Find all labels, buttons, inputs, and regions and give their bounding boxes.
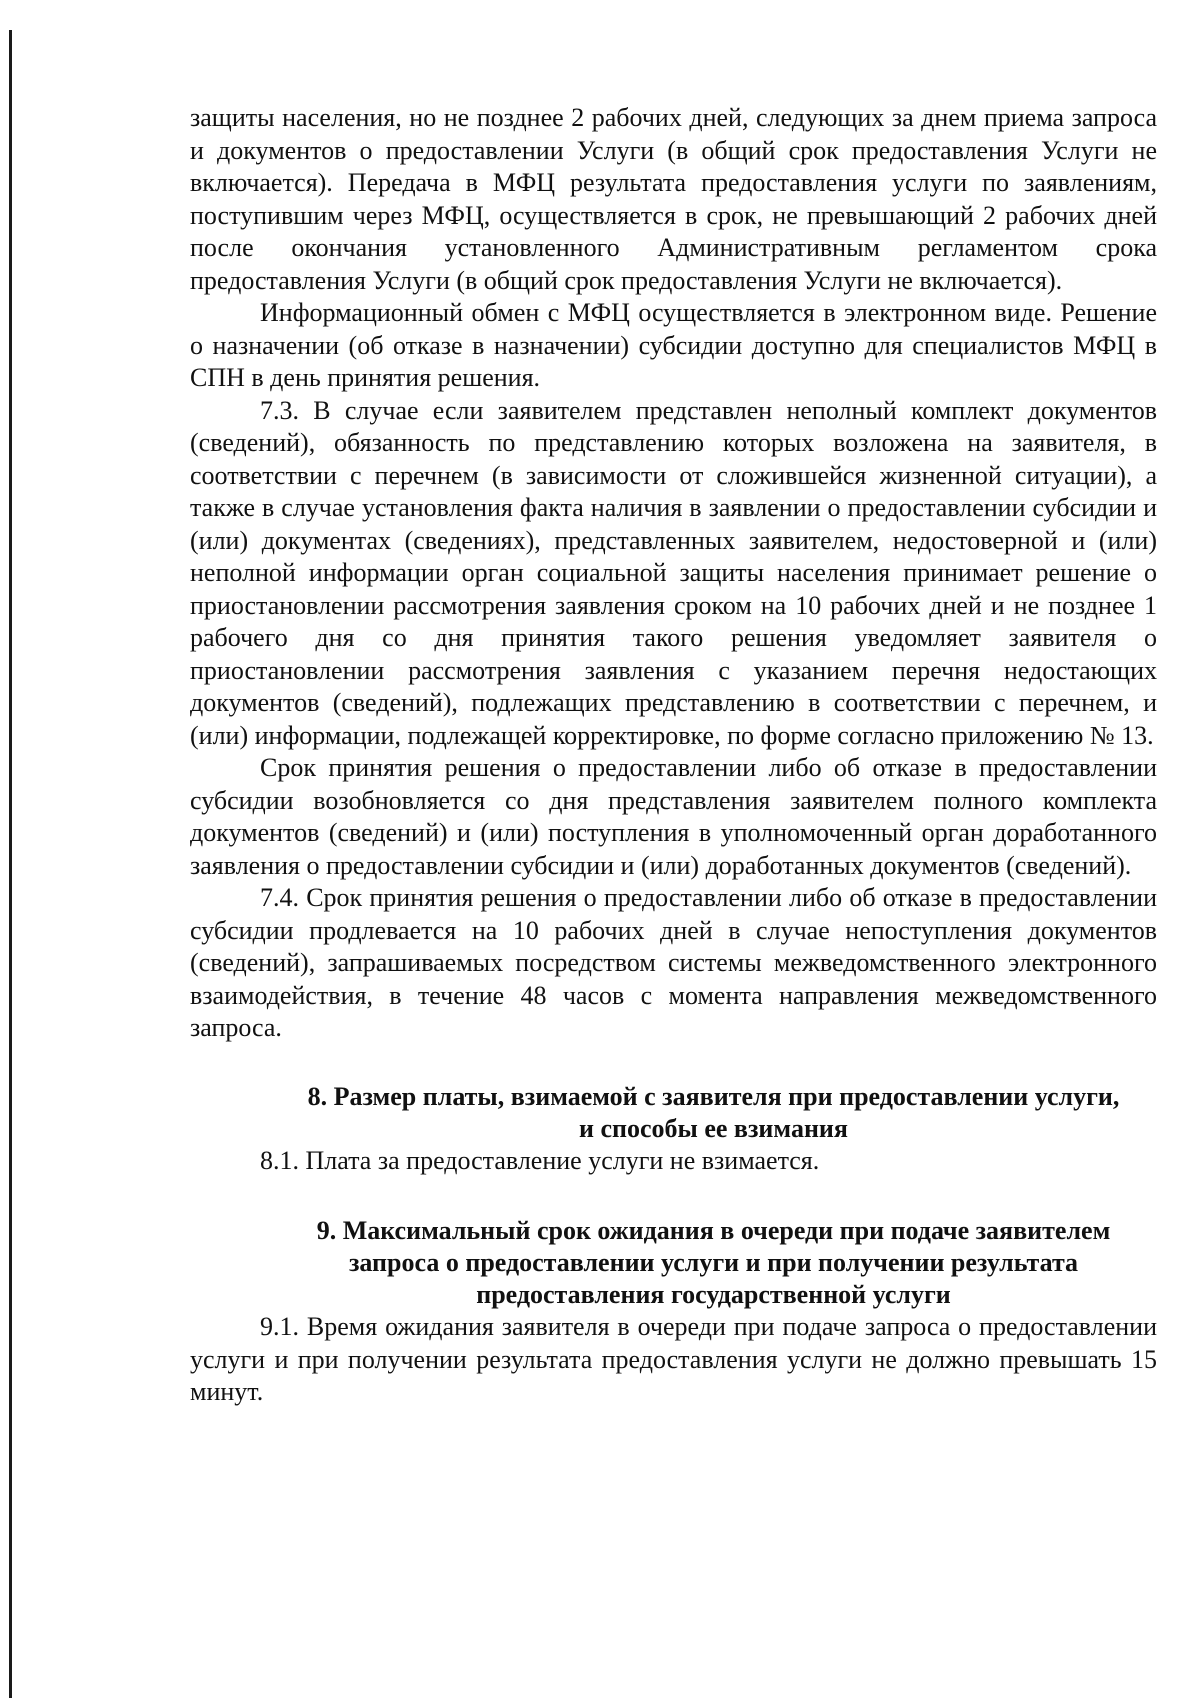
paragraph-7-4: 7.4. Срок принятия решения о предоставлении либо об отказе в предоставлении субсидии продлевается на 10 рабочих дней в случае непоступления документов (сведений), запрашиваемых посредством системы межведомственного электронного взаимодействия, в течение 48 часов с момента направления межведомственного запроса. [190,883,1157,1042]
document-body [190,102,1157,1409]
scan-edge-line [9,30,12,1698]
section-9-heading-line-1: 9. Максимальный срок ожидания в очереди при подаче заявителем [316,1216,1111,1245]
paragraph-8-1: 8.1. Плата за предоставление услуги не взимается. [260,1145,820,1175]
paragraph-continuation: защиты населения, но не позднее 2 рабочих дней, следующих за днем приема запроса и документов о предоставлении Услуги (в общий срок предоставления Услуги не включается). Передача в МФЦ результата предоставления услуги по заявлениям, поступившим через МФЦ, осуществляется в срок, не превышающий 2 рабочих дней после окончания установленного Административным регламентом срока предоставления Услуги (в общий срок предоставления Услуги не включается). [190,103,1157,295]
paragraph-9-1: 9.1. Время ожидания заявителя в очереди при подаче запроса о предоставлении услуги и при получении результата предоставления услуги не должно превышать 15 минут. [190,1312,1157,1406]
section-9-heading-line-2: запроса о предоставлении услуги и при получении результата [348,1248,1079,1277]
paragraph-7-3: 7.3. В случае если заявителем представлен неполный комплект документов (сведений), обязанность по представлению которых возложена на заявителя, в соответствии с перечнем (в зависимости от сложившейся жизненной ситуации), а также в случае установления факта наличия в заявлении о предоставлении субсидии и (или) документах (сведениях), представленных заявителем, недостоверной и (или) неполной информации орган социальной защиты населения принимает решение о приостановлении рассмотрения заявления сроком на 10 рабочих дней и не позднее 1 рабочего дня со дня принятия такого решения уведомляет заявителя о приостановлении рассмотрения заявления с указанием перечня недостающих документов (сведений), подлежащих представлению в соответствии с перечнем, и (или) информации, подлежащей корректировке, по форме согласно приложению № 13. [190,395,1157,750]
section-8-heading-line-1: 8. Размер платы, взимаемой с заявителя при предоставлении услуги, [307,1081,1120,1111]
section-9-heading-line-3: предоставления государственной услуги [476,1280,951,1309]
section-8-heading-line-2: и способы ее взимания [579,1113,848,1143]
section-8-heading [190,1081,1157,1145]
section-9-heading [190,1215,1157,1311]
paragraph-decision-term: Срок принятия решения о предоставлении либо об отказе в предоставлении субсидии возобновляется со дня представления заявителем полного комплекта документов (сведений) и (или) поступления в уполномоченный орган доработанного заявления о предоставлении субсидии и (или) доработанных документов (сведений). [190,753,1157,880]
paragraph-info-exchange: Информационный обмен с МФЦ осуществляется в электронном виде. Решение о назначении (об отказе в назначении) субсидии доступно для специалистов МФЦ в СПН в день принятия решения. [190,298,1157,392]
